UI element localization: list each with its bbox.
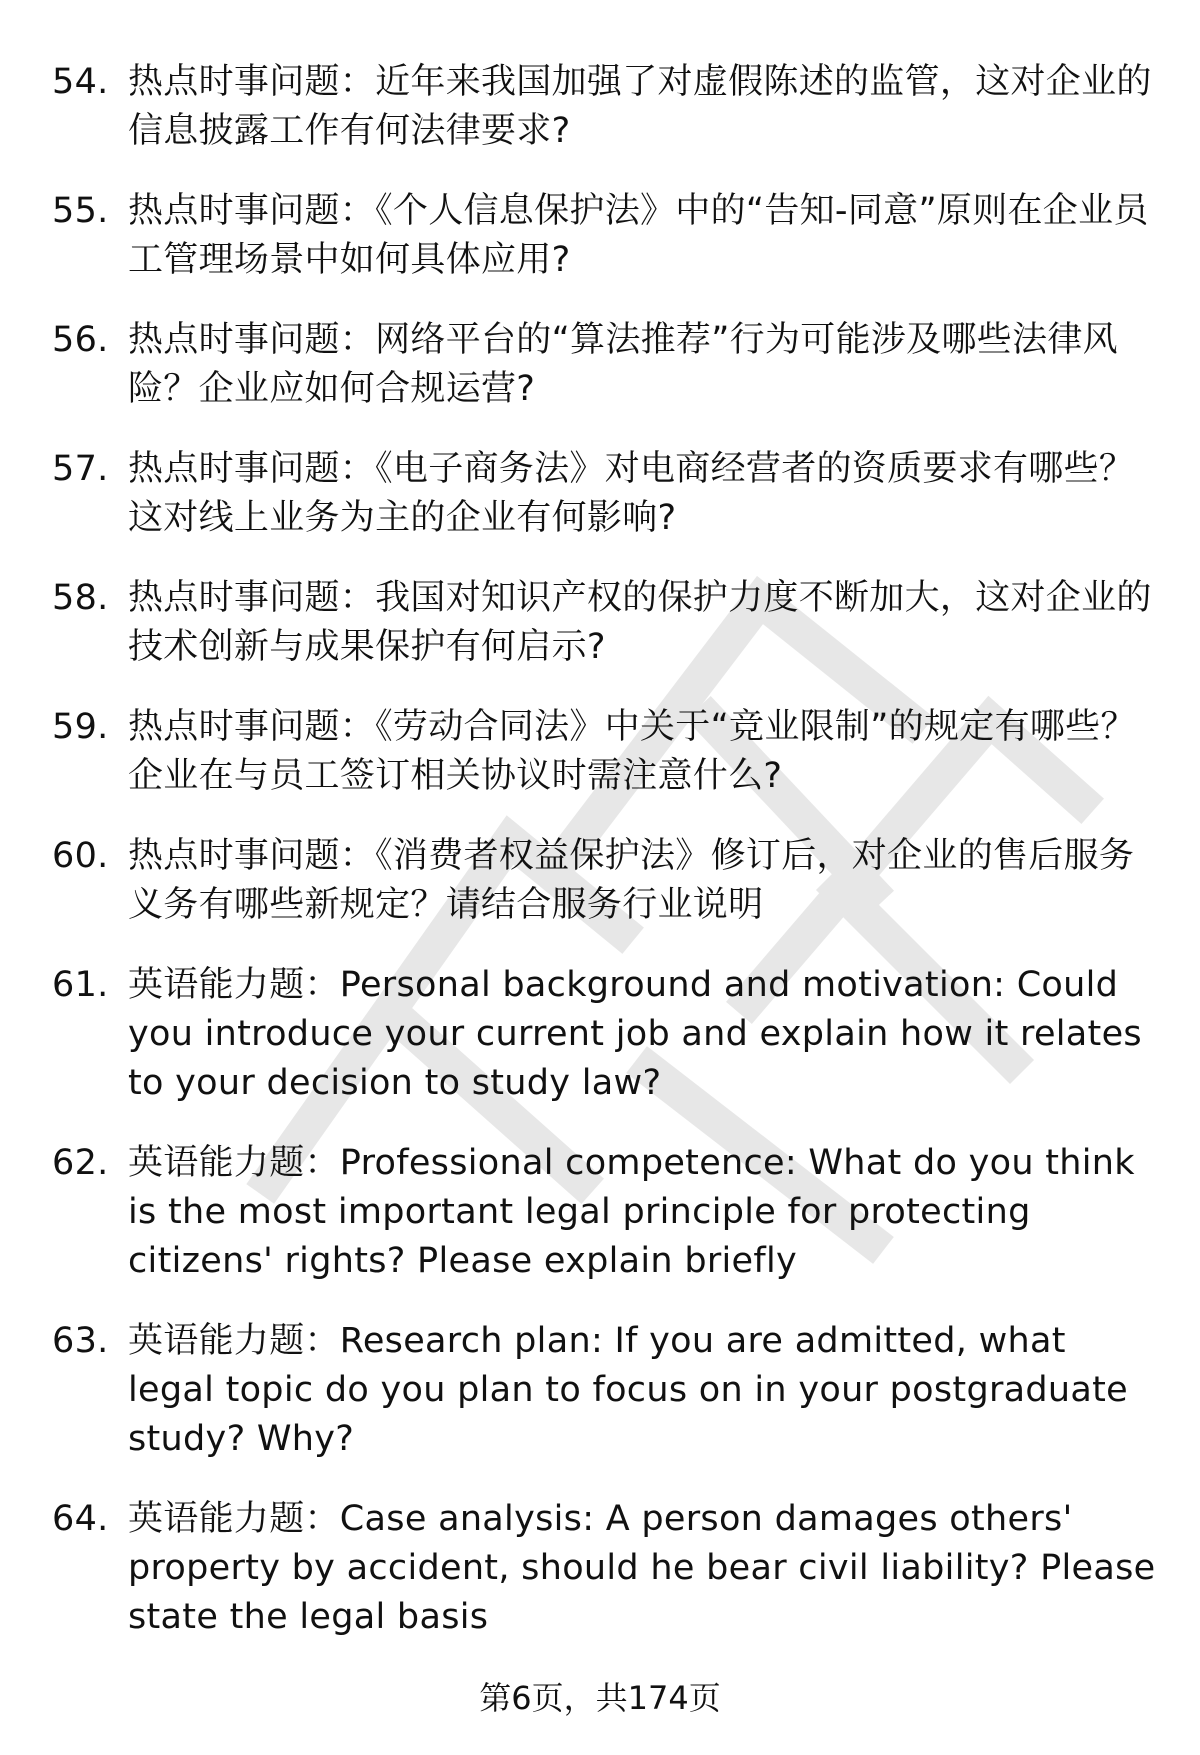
question-text: 英语能力题：Case analysis: A person damages others' property by accident, should he bear civil liability? Please state the legal basis <box>128 1499 1156 1637</box>
list-item <box>52 187 1162 285</box>
list-item <box>52 1495 1162 1642</box>
question-number: 61. <box>52 965 109 1005</box>
list-item <box>52 445 1162 543</box>
question-text: 热点时事问题：《电子商务法》对电商经营者的资质要求有哪些？这对线上业务为主的企业有何影响? <box>128 449 1135 538</box>
question-number: 60. <box>52 836 109 876</box>
question-number: 57. <box>52 449 109 489</box>
question-text: 英语能力题：Personal background and motivation: Could you introduce your current job and explain how it relates to your decision to study law? <box>128 965 1142 1103</box>
question-number: 59. <box>52 707 109 747</box>
question-text: 英语能力题：Professional competence: What do you think is the most important legal principle for protecting citizens' rights? Please explain briefly <box>128 1143 1135 1281</box>
question-text: 热点时事问题：我国对知识产权的保护力度不断加大，这对企业的技术创新与成果保护有何启示? <box>128 578 1152 667</box>
question-number: 55. <box>52 191 109 231</box>
question-text: 热点时事问题：网络平台的“算法推荐”行为可能涉及哪些法律风险？企业应如何合规运营? <box>128 320 1118 409</box>
question-number: 64. <box>52 1499 109 1539</box>
list-item <box>52 1317 1162 1464</box>
list-item <box>52 832 1162 930</box>
question-number: 56. <box>52 320 109 360</box>
question-text: 热点时事问题：近年来我国加强了对虚假陈述的监管，这对企业的信息披露工作有何法律要求? <box>128 62 1152 151</box>
question-text: 热点时事问题：《个人信息保护法》中的“告知-同意”原则在企业员工管理场景中如何具体应用? <box>128 191 1149 280</box>
question-number: 62. <box>52 1143 109 1183</box>
list-item <box>52 1139 1162 1286</box>
list-item <box>52 58 1162 156</box>
list-item <box>52 316 1162 414</box>
question-text: 英语能力题：Research plan: If you are admitted, what legal topic do you plan to focus on in your postgraduate study? Why? <box>128 1321 1129 1459</box>
question-list <box>52 58 1162 1642</box>
question-number: 58. <box>52 578 109 618</box>
question-text: 热点时事问题：《劳动合同法》中关于“竞业限制”的规定有哪些？企业在与员工签订相关协议时需注意什么? <box>128 707 1136 796</box>
list-item <box>52 703 1162 801</box>
list-item <box>52 961 1162 1108</box>
page-number: 第6页，共174页 <box>479 1679 721 1717</box>
list-item <box>52 574 1162 672</box>
question-number: 63. <box>52 1321 109 1361</box>
question-number: 54. <box>52 62 109 102</box>
question-text: 热点时事问题：《消费者权益保护法》修订后，对企业的售后服务义务有哪些新规定？请结合服务行业说明 <box>128 836 1135 925</box>
